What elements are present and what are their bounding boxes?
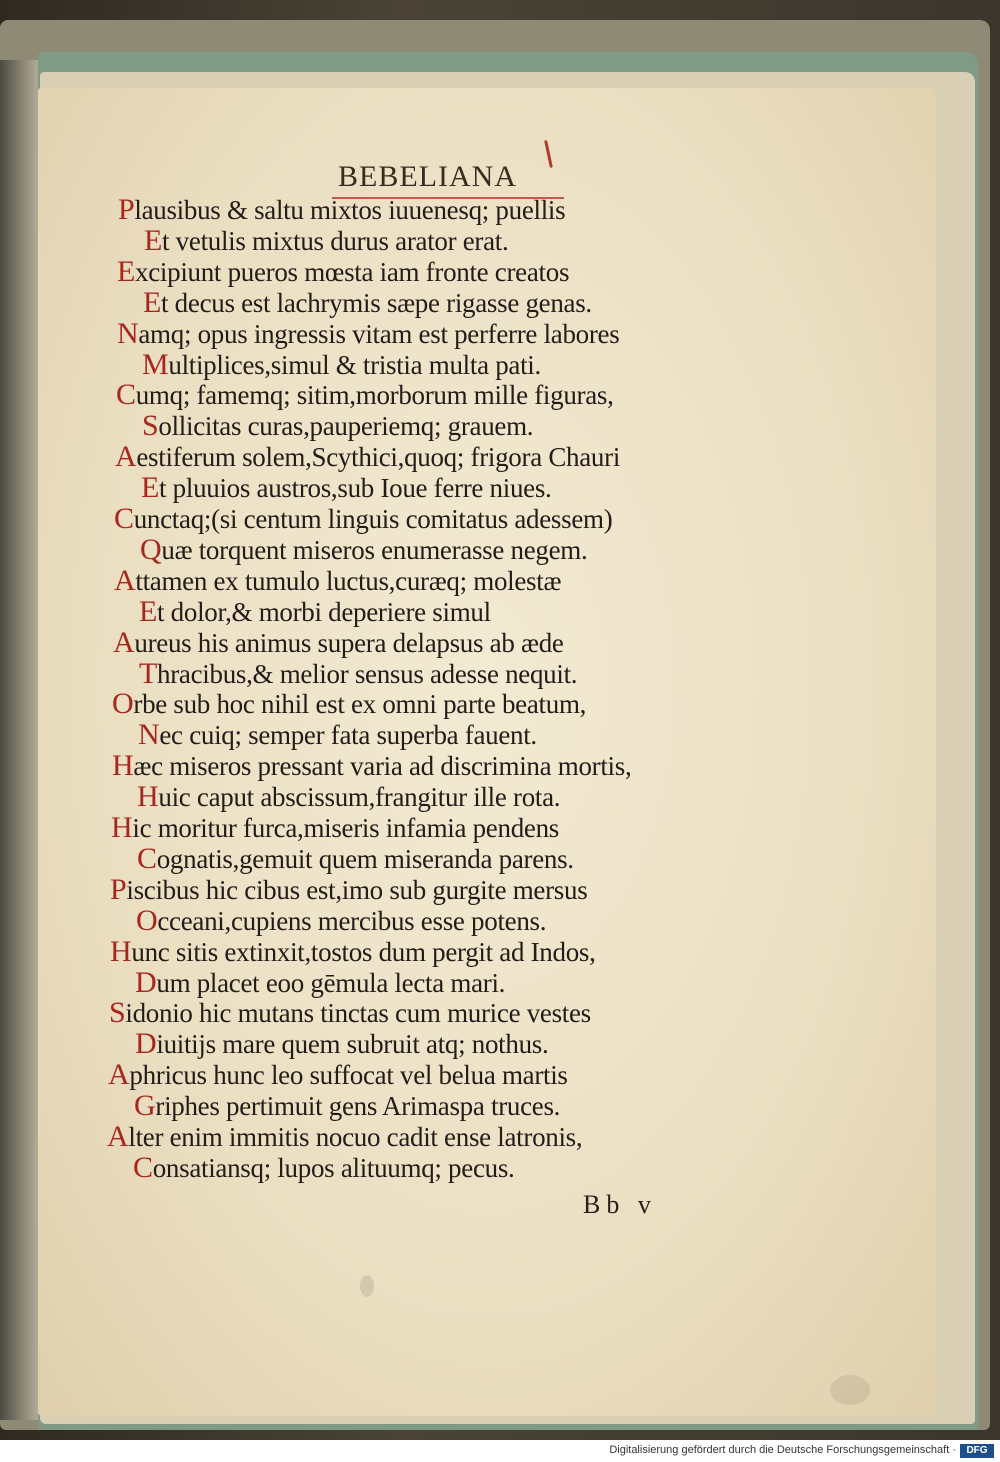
rubricated-initial: D (135, 966, 157, 999)
dfg-logo: DFG (960, 1444, 994, 1458)
verse-text: amq; opus ingressis vitam est perferre labores (138, 319, 620, 349)
verse-line (135, 967, 835, 999)
verse-line (143, 287, 843, 319)
rubricated-initial: E (141, 471, 160, 504)
verse-text: lter enim immitis nocuo cadit ense latronis, (128, 1122, 583, 1152)
page-header: BEBELIANA (338, 160, 517, 193)
verse-text: idonio hic mutans tinctas cum murice vestes (125, 998, 591, 1028)
verse-text: ttamen ex tumulo luctus,curæq; molestæ (135, 566, 562, 596)
rubricated-initial: N (117, 317, 139, 350)
rubricated-initial: Q (140, 533, 162, 566)
signature-mark: Bb v (583, 1190, 657, 1219)
rubricated-initial: C (133, 1151, 153, 1184)
rubricated-initial: A (115, 440, 137, 473)
rubricated-initial: H (112, 749, 134, 782)
verse-text: cceani,cupiens mercibus esse potens. (157, 906, 547, 936)
verse-text: ureus his animus supera delapsus ab æde (134, 628, 564, 658)
verse-text: estiferum solem,Scythici,quoq; frigora Chauri (136, 442, 621, 472)
rubricated-initial: E (144, 224, 163, 257)
page-smudge (360, 1275, 374, 1297)
verse-text: uic caput abscissum,frangitur ille rota. (158, 782, 561, 812)
verse-line (109, 997, 809, 1029)
verse-text: onsatiansq; lupos alituumq; pecus. (152, 1153, 515, 1183)
verse-line (113, 627, 813, 659)
rubricated-initial: C (114, 502, 134, 535)
rubricated-initial: G (134, 1089, 156, 1122)
rubricated-initial: P (118, 193, 135, 226)
rubricated-initial: P (110, 873, 127, 906)
verse-line (139, 596, 839, 628)
verse-line (111, 812, 811, 844)
verse-line (108, 1059, 808, 1091)
page-smudge (830, 1375, 870, 1405)
verse-text: t pluuios austros,sub Ioue ferre niues. (159, 473, 552, 503)
verse-text: um placet eoo gēmula lecta mari. (156, 968, 506, 998)
verse-text: ognatis,gemuit quem miseranda parens. (156, 844, 574, 874)
rubricated-initial: T (139, 657, 158, 690)
rubricated-initial: O (112, 687, 134, 720)
verse-text: uæ torquent miseros enumerasse negem. (161, 535, 588, 565)
rubricated-initial: E (139, 595, 158, 628)
rubricated-initial: H (137, 780, 159, 813)
rubricated-initial: M (142, 348, 169, 381)
rubricated-initial: S (109, 996, 126, 1029)
rubricated-initial: E (117, 255, 136, 288)
rubricated-initial: N (138, 718, 160, 751)
verse-text: t dolor,& morbi deperiere simul (157, 597, 491, 627)
verse-text: unc sitis extinxit,tostos dum pergit ad Indos, (131, 937, 596, 967)
verse-text: phricus hunc leo suffocat vel belua martis (129, 1060, 568, 1090)
verse-text: iuitijs mare quem subruit atq; nothus. (156, 1029, 549, 1059)
rubricated-initial: C (137, 842, 157, 875)
rubricated-initial: A (108, 1058, 130, 1091)
rubricated-initial: S (142, 409, 159, 442)
verse-line (110, 936, 810, 968)
verse-text: ec cuiq; semper fata superba fauent. (159, 720, 537, 750)
verse-line (142, 410, 842, 442)
verse-line (114, 503, 814, 535)
verse-line (134, 1090, 834, 1122)
verse-text: umq; famemq; sitim,morborum mille figuras, (135, 380, 614, 410)
verse-line (141, 472, 841, 504)
rubricated-initial: H (111, 811, 133, 844)
verse-text: ultiplices,simul & tristia multa pati. (168, 350, 541, 380)
verse-line (137, 781, 837, 813)
verse-line (114, 565, 814, 597)
verse-text: rbe sub hoc nihil est ex omni parte beatum, (133, 689, 587, 719)
verse-text: ic moritur furca,miseris infamia pendens (132, 813, 559, 843)
verse-text: xcipiunt pueros mœsta iam fronte creatos (135, 257, 570, 287)
verse-text: æc miseros pressant varia ad discrimina mortis, (133, 751, 632, 781)
book-spine (0, 60, 40, 1420)
verse-line (116, 379, 816, 411)
verse-line (139, 658, 839, 690)
verse-line (112, 688, 812, 720)
verse-line (136, 905, 836, 937)
rubricated-initial: C (116, 378, 136, 411)
rubricated-initial: H (110, 935, 132, 968)
footer-credit: Digitalisierung gefördert durch die Deutsche Forschungsgemeinschaft · (609, 1444, 956, 1456)
verse-line (137, 843, 837, 875)
rubricated-initial: A (107, 1120, 129, 1153)
verse-line (133, 1152, 833, 1184)
verse-text: riphes pertimuit gens Arimaspa truces. (155, 1091, 561, 1121)
verse-line (144, 225, 844, 257)
verse-text: t decus est lachrymis sæpe rigasse genas. (161, 288, 592, 318)
rubricated-initial: A (114, 564, 136, 597)
verse-line (138, 719, 838, 751)
verse-line (112, 750, 812, 782)
rubricated-initial: D (135, 1027, 157, 1060)
verse-line (115, 441, 815, 473)
verse-text: unctaq;(si centum linguis comitatus adessem) (133, 504, 613, 534)
verse-line (110, 874, 810, 906)
rubricated-initial: A (113, 626, 135, 659)
verse-line (135, 1028, 835, 1060)
verse-line (142, 349, 842, 381)
rubricated-initial: E (143, 286, 162, 319)
verse-line (140, 534, 840, 566)
verse-text: ollicitas curas,pauperiemq; grauem. (158, 411, 534, 441)
verse-text: lausibus & saltu mixtos iuuenesq; puellis (134, 195, 566, 225)
verse-text: t vetulis mixtus durus arator erat. (162, 226, 509, 256)
verse-line (107, 1121, 807, 1153)
verse-text: hracibus,& melior sensus adesse nequit. (157, 659, 578, 689)
verse-text: iscibus hic cibus est,imo sub gurgite mersus (126, 875, 588, 905)
verse-line (117, 256, 817, 288)
verse-line (118, 194, 818, 226)
verse-line (117, 318, 817, 350)
rubricated-initial: O (136, 904, 158, 937)
